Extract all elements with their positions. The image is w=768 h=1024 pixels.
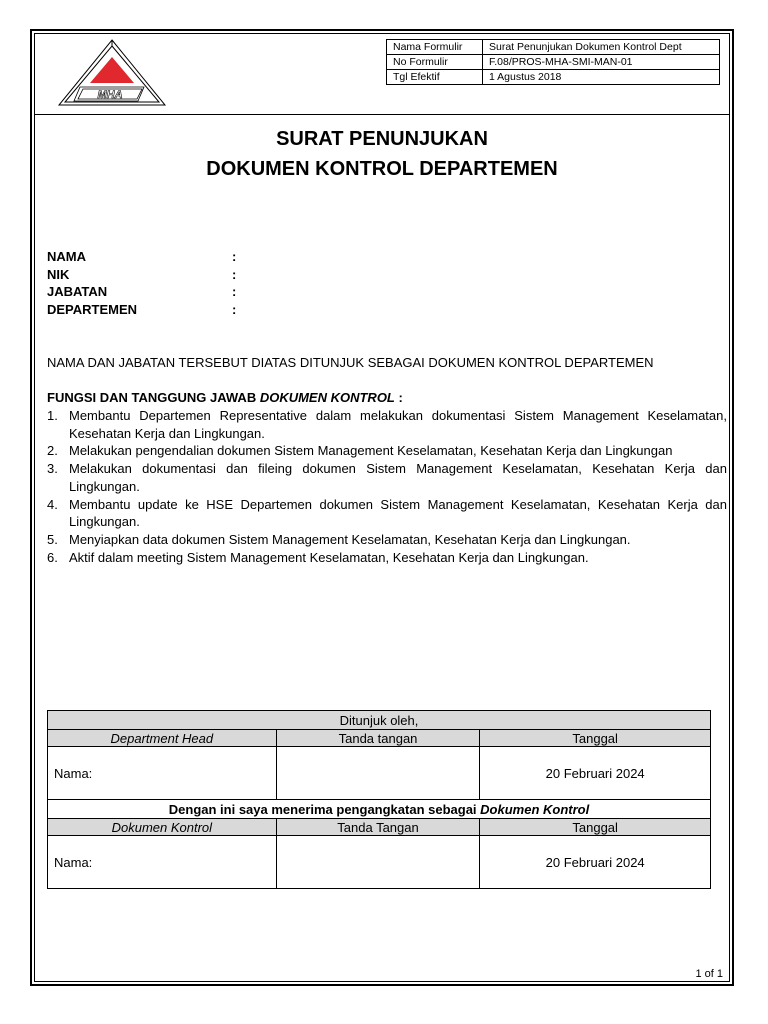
list-item [47,460,727,495]
signature-cell [276,747,480,800]
list-item [47,531,727,549]
list-item [47,496,727,531]
duties-list [47,407,727,566]
field-label-nik: NIK [47,267,70,282]
list-text: Membantu update ke HSE Departemen dokumen Sistem Management Keselamatan, Kesehatan Kerja dan Lingkungan. [69,496,727,530]
list-text: Aktif dalam meeting Sistem Management Keselamatan, Kesehatan Kerja dan Lingkungan. [69,549,589,565]
name-cell: Nama: [48,836,277,889]
meta-row [387,55,720,70]
meta-label: Nama Formulir [387,40,483,55]
table-row [48,836,711,889]
document-title-line2: DOKUMEN KONTROL DEPARTEMEN [206,158,558,180]
list-number: 1. [47,408,58,423]
meta-value: F.08/PROS-MHA-SMI-MAN-01 [483,55,720,70]
list-number: 3. [47,461,58,477]
appointment-statement: NAMA DAN JABATAN TERSEBUT DIATAS DITUNJUK SEBAGAI DOKUMEN KONTROL DEPARTEMEN [47,355,654,370]
list-number: 5. [47,531,58,547]
list-number: 4. [47,496,58,512]
field-colon: : [232,249,237,264]
list-text: Membantu Departemen Representative dalam melakukan dokumentasi Sistem Management Keselamatan, Kesehatan Kerja dan Lingkungan. [69,408,727,441]
date-cell: 20 Februari 2024 [480,747,711,800]
duties-heading-italic: DOKUMEN KONTROL [259,390,395,405]
meta-label: No Formulir [387,55,483,70]
company-logo-icon [56,37,168,109]
table-row [48,800,711,819]
meta-label: Tgl Efektif [387,70,483,85]
logo-lettering: MHA [97,89,123,101]
field-label-jabatan: JABATAN [47,284,108,299]
field-label-departemen: DEPARTEMEN [47,302,138,317]
column-header-signature: Tanda Tangan [276,819,480,836]
document-title-line1: SURAT PENUNJUKAN [276,128,488,150]
table-row [48,819,711,836]
table-row [48,730,711,747]
field-colon: : [232,267,237,282]
column-header-date: Tanggal [480,819,711,836]
list-text: Melakukan dokumentasi dan fileing dokumen Sistem Management Keselamatan, Kesehatan Kerja dan Lingkungan. [69,461,727,494]
column-header-department-head: Department Head [48,730,277,747]
list-number: 6. [47,549,58,565]
field-colon: : [232,284,237,299]
list-text: Menyiapkan data dokumen Sistem Management Keselamatan, Kesehatan Kerja dan Lingkungan. [69,531,631,547]
page-number: 1 of 1 [695,968,723,980]
duties-heading-suffix: : [394,390,403,405]
list-number: 2. [47,443,58,459]
meta-row [387,40,720,55]
acceptance-prefix: Dengan ini saya menerima pengangkatan sebagai [168,801,481,817]
appointed-by-header: Ditunjuk oleh, [48,711,711,730]
column-header-date: Tanggal [480,730,711,747]
header-divider [34,114,730,115]
meta-value: Surat Penunjukan Dokumen Kontrol Dept [483,40,720,55]
signature-table [47,710,711,889]
meta-value: 1 Agustus 2018 [483,70,720,85]
duties-heading-prefix: FUNGSI DAN TANGGUNG JAWAB [47,390,260,405]
date-cell: 20 Februari 2024 [480,836,711,889]
meta-row [387,70,720,85]
form-meta-table [386,39,720,85]
name-cell: Nama: [48,747,277,800]
table-row [48,747,711,800]
field-label-nama: NAMA [47,249,86,264]
column-header-document-control: Dokumen Kontrol [48,819,277,836]
table-row [48,711,711,730]
list-item [47,407,727,442]
acceptance-statement [48,800,711,819]
duties-heading [47,390,403,405]
field-colon: : [232,302,237,317]
list-item [47,549,727,567]
signature-cell [276,836,480,889]
list-text: Melakukan pengendalian dokumen Sistem Management Keselamatan, Kesehatan Kerja dan Lingkungan [69,443,673,459]
acceptance-italic: Dokumen Kontrol [480,801,590,817]
column-header-signature: Tanda tangan [276,730,480,747]
list-item [47,442,727,460]
